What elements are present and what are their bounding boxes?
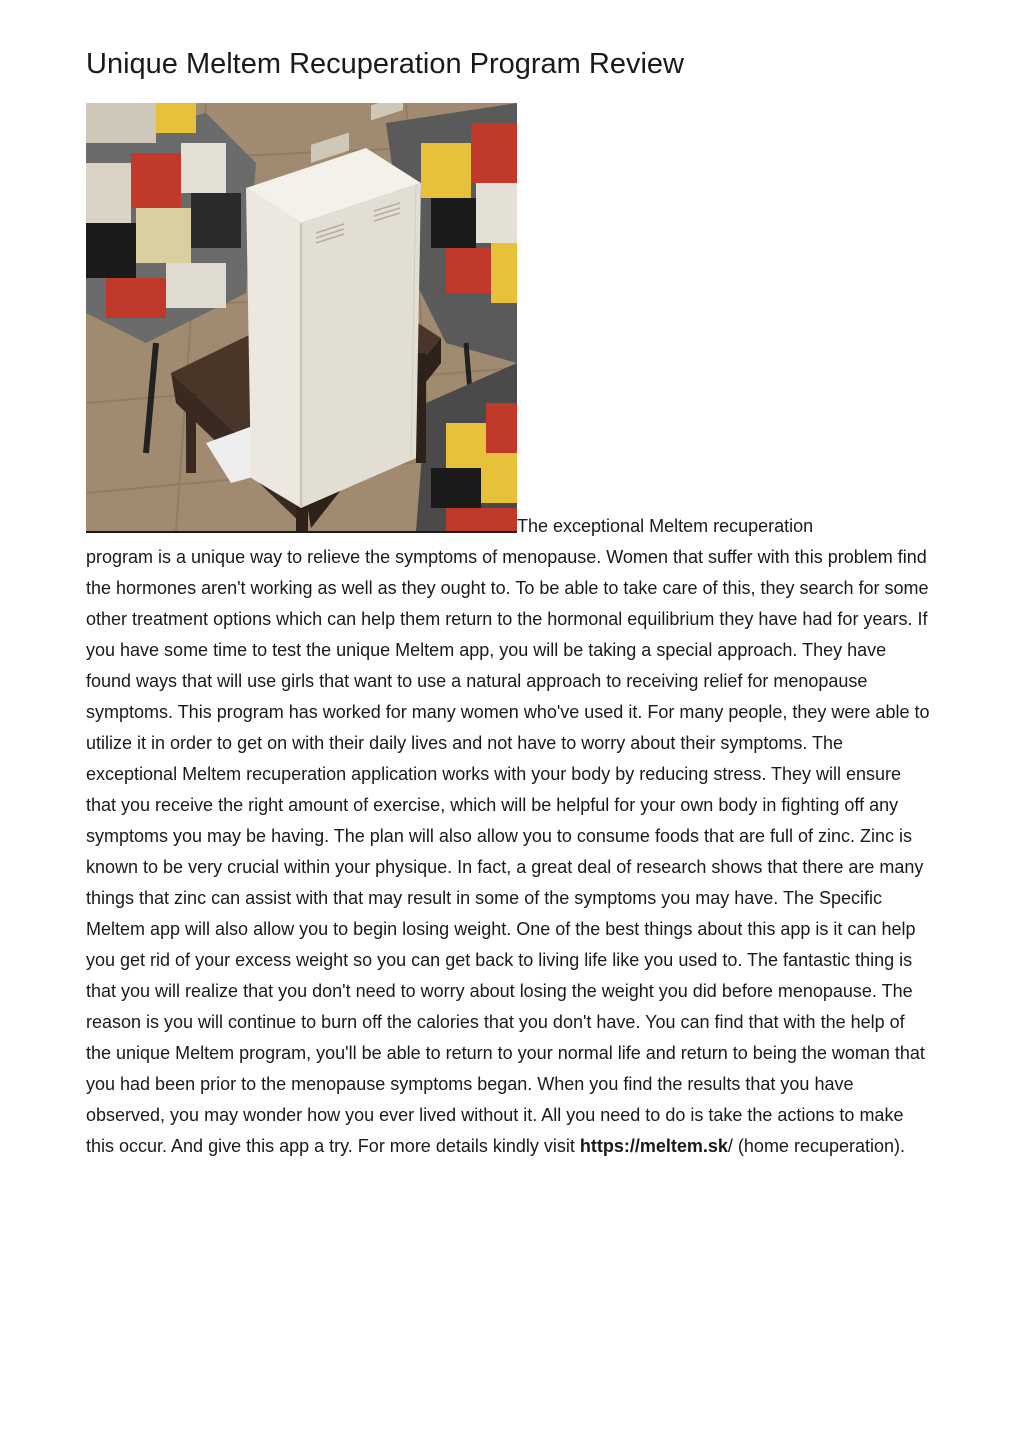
article-body-text: program is a unique way to relieve the symptoms of menopause. Women that suffer with this problem find the hormones aren't working as well as they ought to. To be able to take care of this, they search for some other treatment options which can help them return to the hormonal equilibrium they have had for years. If you have some time to test the unique Meltem app, you will be taking a special approach. They have found ways that will use girls that want to use a natural approach to receiving relief for menopause symptoms. This program has worked for many women who've used it. For many people, they were able to utilize it in order to get on with their daily lives and not have to worry about their symptoms. The exceptional Meltem recuperation application works with your body by reducing stress. They will ensure that you receive the right amount of exercise, which will be helpful for your own body in fighting off any symptoms you may be having. The plan will also allow you to consume foods that are full of zinc. Zinc is known to be very crucial within your physique. In fact, a great deal of research shows that there are many things that zinc can assist with that may result in some of the symptoms you may have. The Specific Meltem app will also allow you to begin losing weight. One of the best things about this app is it can help you get rid of your excess weight so you can get back to living life like you used to. The fantastic thing is that you will realize that you don't need to worry about losing the weight you did before menopause. The reason is you will continue to burn off the calories that you don't have. You can find that with the help of the unique Meltem program, you'll be able to return to your normal life and return to being the woman that you had been prior to the menopause symptoms began. When you find the results that you have observed, you may wonder how you ever lived without it. All you need to do is take the actions to make this occur. And give this app a try. For more details kindly visit <box>86 547 930 1156</box>
page-title: Unique Meltem Recuperation Program Review <box>86 48 684 80</box>
article-body <box>86 542 934 1162</box>
article-first-line: The exceptional Meltem recuperation <box>517 516 814 536</box>
photo-underline <box>86 531 517 533</box>
article-body-end: / (home recuperation). <box>727 1136 906 1156</box>
meltem-link[interactable]: https://meltem.sk <box>579 1136 728 1156</box>
product-photo <box>86 103 517 531</box>
